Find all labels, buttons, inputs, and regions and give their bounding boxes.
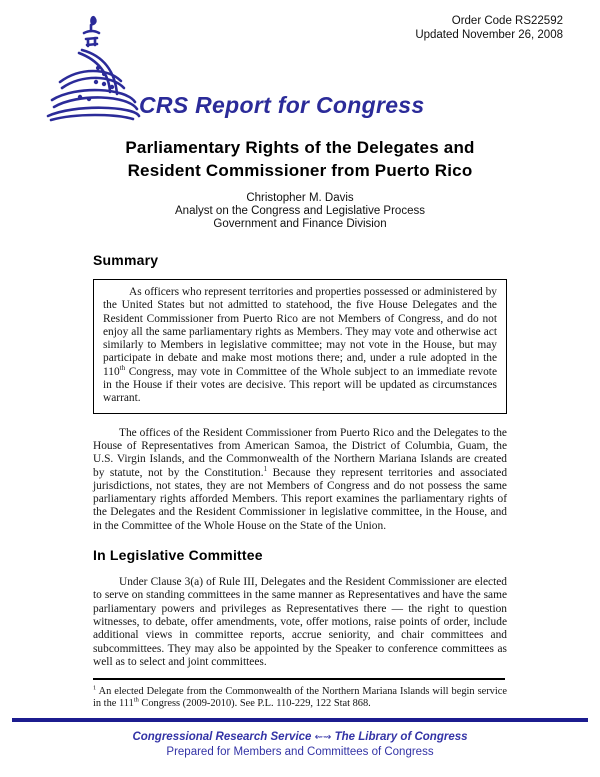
author-division: Government and Finance Division (213, 218, 387, 230)
summary-superscript: th (119, 363, 126, 372)
intro-text-2: Because they represent territories and associated jurisdictions, not states, they are not Members of Congress and do not possess the same parliamentary rights afforded Members. This report examines the parliamentary rights of the Delegates and the Resident Commissioner in legislative committee, in the House, and in the Committee of the Whole House on the State of the Union. (93, 466, 508, 532)
footer-divider (12, 718, 588, 722)
footer-service-line (0, 731, 600, 743)
summary-box (93, 279, 507, 414)
document-body (93, 136, 507, 710)
report-title (93, 136, 507, 182)
document-meta (415, 15, 563, 42)
footnote-text-1: An elected Delegate from the Commonwealth of the Northern Mariana Islands will begin service in the 111 (93, 685, 507, 710)
intro-text-1: The offices of the Resident Commissioner from Puerto Rico and the Delegates to the House of Representatives from American Samoa, the District of Columbia, Guam, the U.S. Virgin Islands, and the Commonwealth of the Northern Mariana Islands are created by statute, not by the Constitution. (93, 426, 507, 479)
summary-heading: Summary (93, 252, 159, 268)
summary-paragraph (103, 286, 497, 406)
author-name: Christopher M. Davis (246, 192, 354, 204)
footnote-separator (93, 678, 505, 680)
footnote-marker: 1 (93, 684, 97, 692)
squiggle-ornament-icon: ⇜⇝ (314, 732, 332, 743)
author-block (93, 192, 507, 231)
footnote-superscript: th (133, 696, 139, 704)
report-title-line1: Parliamentary Rights of the Delegates and (125, 138, 475, 157)
footer-tagline: Prepared for Members and Committees of Congress (166, 746, 434, 758)
footnote (93, 686, 507, 711)
crs-brand-title: CRS Report for Congress (139, 92, 425, 118)
summary-text-2: Congress, may vote in Committee of the Whole subject to an immediate revote in the House if their votes are decisive. This report will be updated as circumstances warrant. (103, 365, 497, 405)
footer-service: Congressional Research Service (132, 731, 312, 743)
updated-date: Updated November 26, 2008 (415, 28, 563, 41)
capitol-dome-icon (46, 10, 142, 122)
footnote-text-2: Congress (2009-2010). See P.L. 110-229, 122 Stat 868. (138, 698, 371, 710)
footnote-reference: 1 (263, 464, 268, 473)
footer-library: The Library of Congress (334, 731, 468, 743)
author-role: Analyst on the Congress and Legislative Process (175, 205, 425, 217)
committee-paragraph: Under Clause 3(a) of Rule III, Delegates and the Resident Commissioner are elected to serve on standing committees in the same manner as Representatives and have the same parliamentary powers and privileges as Representatives there — the right to question witnesses, to debate, offer amendments, vote, offer motions, raise points of order, include additional views in committee reports, accrue seniority, and chair committees and subcommittees. They may also be appointed by the Speaker to conference committees as well as to select and joint committees. (93, 576, 507, 668)
order-code: Order Code RS22592 (451, 15, 563, 27)
report-title-line2: Resident Commissioner from Puerto Rico (127, 161, 473, 180)
legislative-committee-heading: In Legislative Committee (93, 547, 263, 564)
summary-text-1: As officers who represent territories and properties possessed or administered by the United States but not admitted to statehood, the five House Delegates and the Resident Commissioner from Puerto Rico are not Members of Congress, and do not enjoy all the same parliamentary rights as Members. They may vote and otherwise act similarly to Members in legislative committee; may not vote in the House, but may participate in debate and make most motions there; and, under a rule adopted in the 110 (103, 286, 497, 378)
intro-paragraph (93, 427, 507, 533)
